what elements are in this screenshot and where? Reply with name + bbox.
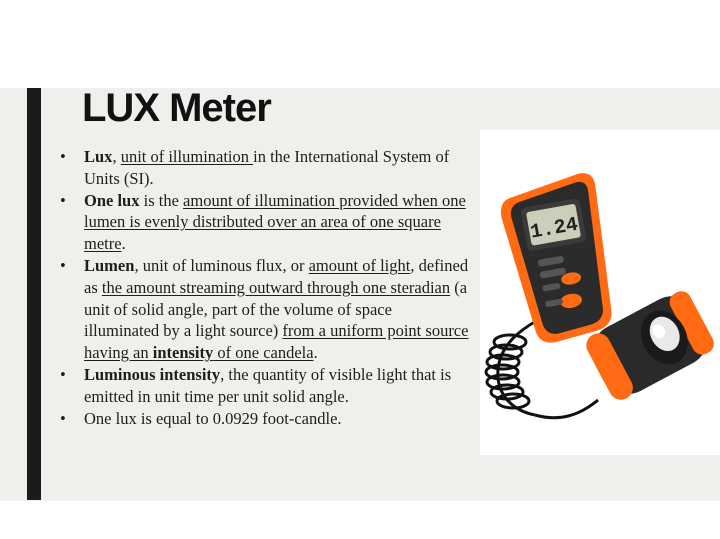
bullet-text-segment: intensity: [152, 343, 214, 363]
bullet-marker: •: [60, 364, 66, 384]
bullet-item: [60, 190, 470, 255]
bullet-text-segment: One lux is equal to 0.0929 foot-candle.: [84, 408, 342, 428]
lux-meter-photo: [480, 130, 720, 455]
bullet-item: [60, 146, 470, 190]
bullet-text-segment: One lux: [84, 190, 140, 210]
lux-meter-illustration: [480, 130, 720, 455]
bullet-text-segment: .: [313, 343, 318, 363]
bullet-marker: •: [60, 255, 66, 275]
bullet-item: [60, 255, 470, 364]
bullet-text-segment: is the: [139, 190, 184, 210]
bullet-text-segment: unit of illumination: [120, 147, 254, 166]
bullet-text-segment: amount of light: [308, 255, 411, 275]
bullet-text-segment: Luminous intensity: [84, 364, 221, 384]
bullet-text-segment: (a unit of solid angle, part of the volume of space illuminated by a light source): [84, 277, 468, 341]
accent-bar: [27, 88, 41, 500]
bullet-text-segment: , defined as: [84, 255, 469, 297]
bullet-text-segment: of one candela: [213, 343, 314, 363]
bullet-marker: •: [60, 190, 66, 210]
lcd-reading: 1.24: [528, 213, 580, 245]
bullet-text-segment: Lumen: [84, 255, 135, 275]
bullet-text-segment: ,: [112, 147, 121, 166]
bullet-marker: •: [60, 408, 66, 428]
bullet-text-segment: .: [121, 234, 126, 254]
bullet-list: [60, 146, 470, 429]
bullet-item: [60, 408, 470, 430]
bullet-text-segment: the amount streaming outward through one steradian: [101, 277, 451, 297]
slide-title: LUX Meter: [82, 86, 271, 130]
bullet-text-segment: amount of illumination provided when one lumen is evenly distributed over an area of one square metre: [84, 190, 466, 254]
bullet-text-segment: Lux: [84, 147, 113, 166]
bullet-marker: •: [60, 147, 66, 166]
bullet-text-segment: , the quantity of visible light that is emitted in unit time per unit solid angle.: [84, 364, 452, 406]
bullet-text-segment: in the International System of Units (SI).: [84, 147, 450, 188]
bullet-text-segment: , unit of luminous flux, or: [134, 255, 309, 275]
meter-body: [496, 171, 621, 348]
bullet-text-segment: from a uniform point source having an: [84, 321, 469, 363]
bullet-item: [60, 364, 470, 408]
